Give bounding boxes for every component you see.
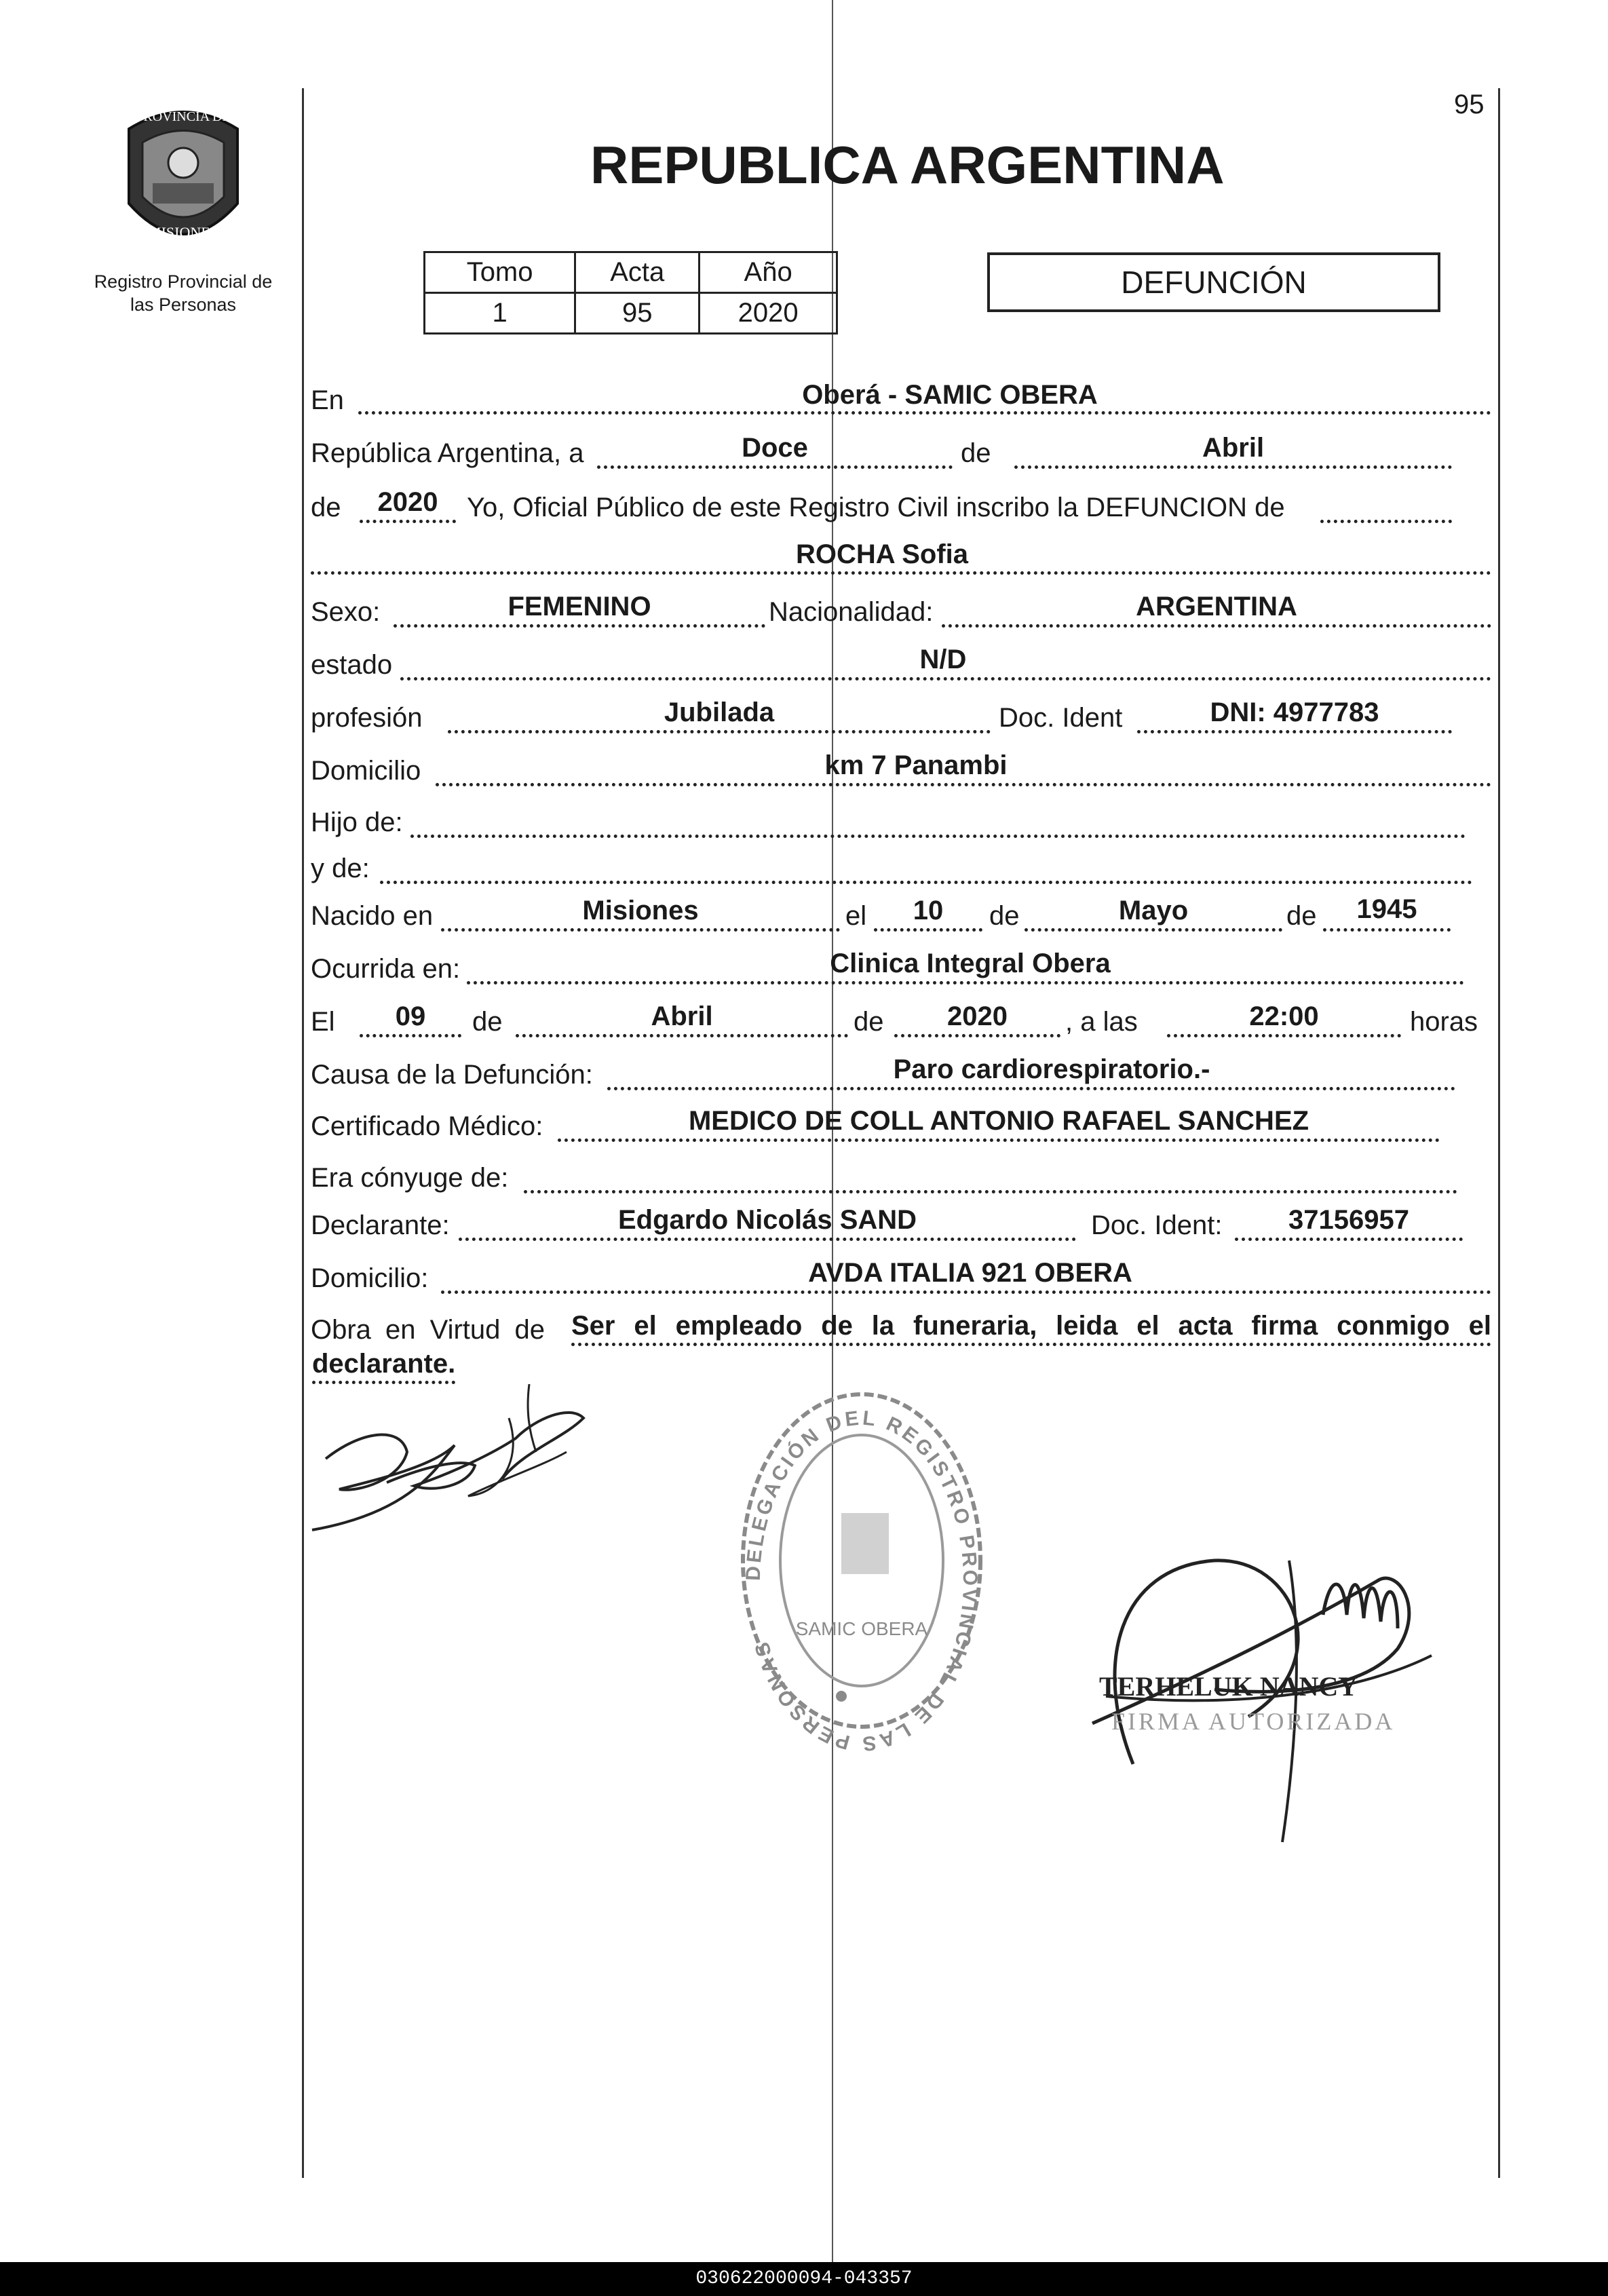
- label-y-de: y de:: [311, 854, 370, 883]
- label-domicilio: Domicilio: [311, 756, 421, 786]
- value-deceased-name: ROCHA Sofia: [795, 539, 969, 569]
- label-hijo-de: Hijo de:: [311, 807, 403, 837]
- scan-code-footer: 030622000094-043357: [0, 2262, 1608, 2296]
- label-el: el: [845, 901, 867, 931]
- registry-seal-stamp: [719, 1377, 1004, 1757]
- value-declarant-address: AVDA ITALIA 921 OBERA: [808, 1258, 1132, 1288]
- label-en: En: [311, 385, 344, 415]
- value-place: Oberá - SAMIC OBERA: [802, 380, 1098, 410]
- value-obra-line1: Ser el empleado de la funeraria, leida el acta firma conmigo el: [571, 1311, 1491, 1346]
- label-de-6: de: [854, 1007, 884, 1037]
- label-de-2: de: [311, 493, 341, 522]
- dots-day: [597, 465, 953, 469]
- dots-mother: [380, 881, 1472, 884]
- label-estado: estado: [311, 650, 393, 680]
- label-a-las: , a las: [1065, 1007, 1138, 1037]
- record-type-box: DEFUNCIÓN: [987, 252, 1440, 312]
- official-signature: [1079, 1493, 1459, 1845]
- value-obra-line2: declarante.: [312, 1349, 455, 1384]
- province-emblem: [115, 102, 251, 258]
- dots-nationality: [942, 624, 1491, 628]
- value-death-month: Abril: [651, 1001, 713, 1031]
- dots-death-time: [1167, 1034, 1401, 1037]
- label-yo-statement: Yo, Oficial Público de este Registro Civil inscribo la DEFUNCION de: [467, 493, 1285, 522]
- label-nacido-en: Nacido en: [311, 901, 434, 931]
- acta-value: 95: [575, 293, 700, 334]
- registry-office-label: [75, 270, 292, 316]
- value-death-year: 2020: [947, 1001, 1008, 1031]
- label-de-1: de: [961, 438, 991, 468]
- label-certificado: Certificado Médico:: [311, 1111, 543, 1141]
- label-horas: horas: [1410, 1007, 1478, 1037]
- dots-doctor: [558, 1139, 1440, 1142]
- seal-inner-text: SAMIC OBERA: [795, 1618, 928, 1639]
- dots-declarant: [459, 1238, 1076, 1241]
- value-address: km 7 Panambi: [824, 750, 1008, 780]
- dots-declarant-address: [441, 1290, 1491, 1294]
- label-conyuge: Era cónyuge de:: [311, 1163, 509, 1193]
- dots-birth-month: [1025, 928, 1282, 932]
- office-line-2: las Personas: [130, 294, 237, 315]
- dots-after-statement: [1320, 520, 1452, 523]
- dots-month: [1014, 465, 1452, 469]
- emblem-top-text: PROVINCIA DE: [136, 109, 231, 124]
- left-margin-rule: [302, 88, 304, 2178]
- record-number-table: [423, 251, 838, 334]
- dots-birth-place: [441, 928, 840, 932]
- dots-birth-year: [1323, 928, 1451, 932]
- right-margin-rule: [1498, 88, 1500, 2178]
- dots-death-day: [360, 1034, 461, 1037]
- value-death-day: 09: [395, 1001, 426, 1031]
- dots-spouse: [524, 1190, 1457, 1193]
- label-doc-ident-declarant: Doc. Ident:: [1091, 1210, 1223, 1240]
- value-nationality: ARGENTINA: [1136, 592, 1297, 621]
- value-year: 2020: [377, 487, 438, 517]
- official-caption: FIRMA AUTORIZADA: [1111, 1708, 1396, 1735]
- label-obra: Obra en Virtud de: [311, 1315, 545, 1345]
- dots-year: [360, 520, 456, 523]
- value-dni: DNI: 4977783: [1210, 697, 1379, 727]
- label-causa: Causa de la Defunción:: [311, 1060, 593, 1090]
- col-header-acta: Acta: [575, 252, 700, 293]
- label-el-cap: El: [311, 1007, 335, 1037]
- label-de-4: de: [1286, 901, 1317, 931]
- label-profesion: profesión: [311, 703, 423, 733]
- dots-cause: [607, 1087, 1455, 1090]
- value-birth-day: 10: [913, 896, 944, 925]
- value-declarant: Edgardo Nicolás SAND: [617, 1205, 917, 1235]
- label-republica: República Argentina, a: [311, 438, 584, 468]
- value-declarant-doc: 37156957: [1288, 1205, 1409, 1235]
- value-birth-place: Misiones: [582, 896, 699, 925]
- dots-father: [410, 835, 1466, 838]
- dots-death-place: [467, 981, 1464, 984]
- official-name: TERHELUK NANCY: [1099, 1671, 1358, 1702]
- dots-death-month: [516, 1034, 848, 1037]
- emblem-bottom-text: MISIONES: [148, 224, 218, 241]
- anio-value: 2020: [700, 293, 837, 334]
- value-civil-status: N/D: [919, 645, 967, 674]
- col-header-anio: Año: [700, 252, 837, 293]
- dots-deceased-name: [311, 571, 1491, 575]
- dots-declarant-doc: [1235, 1238, 1463, 1241]
- value-day-words: Doce: [742, 433, 808, 463]
- dots-address: [436, 783, 1491, 786]
- value-month: Abril: [1202, 433, 1265, 463]
- label-doc-ident: Doc. Ident: [999, 703, 1123, 733]
- label-de-5: de: [472, 1007, 503, 1037]
- col-header-tomo: Tomo: [425, 252, 575, 293]
- label-declarante: Declarante:: [311, 1210, 450, 1240]
- seal-ring-text: DELEGACIÓN DEL REGISTRO PROVINCIAL DE LAS PERSONAS: [742, 1407, 982, 1755]
- dots-profession: [448, 730, 991, 733]
- label-de-3: de: [989, 901, 1020, 931]
- document-title: REPUBLICA ARGENTINA: [590, 135, 1225, 195]
- dots-place: [358, 411, 1491, 415]
- page-number: 95: [1454, 90, 1485, 119]
- value-death-place: Clinica Integral Obera: [830, 949, 1111, 978]
- dots-death-year: [894, 1034, 1060, 1037]
- label-nacionalidad: Nacionalidad:: [769, 597, 934, 627]
- value-birth-year: 1945: [1356, 894, 1417, 924]
- value-birth-month: Mayo: [1118, 896, 1189, 925]
- label-ocurrida-en: Ocurrida en:: [311, 954, 461, 984]
- dots-birth-day: [874, 928, 982, 932]
- tomo-value: 1: [425, 293, 575, 334]
- value-death-time: 22:00: [1249, 1001, 1319, 1031]
- value-sex: FEMENINO: [508, 592, 651, 621]
- label-sexo: Sexo:: [311, 597, 381, 627]
- value-profession: Jubilada: [664, 697, 775, 727]
- office-line-1: Registro Provincial de: [94, 271, 273, 292]
- dots-civil-status: [400, 677, 1491, 681]
- dots-sex: [394, 624, 765, 628]
- value-doctor: MEDICO DE COLL ANTONIO RAFAEL SANCHEZ: [688, 1106, 1309, 1136]
- svg-text:DELEGACIÓN DEL REGISTRO PROVIN: [742, 1407, 981, 1755]
- value-cause: Paro cardiorespiratorio.-: [893, 1054, 1210, 1084]
- declarant-signature: [299, 1377, 604, 1533]
- dots-dni: [1137, 730, 1452, 733]
- label-domicilio-declarant: Domicilio:: [311, 1263, 429, 1293]
